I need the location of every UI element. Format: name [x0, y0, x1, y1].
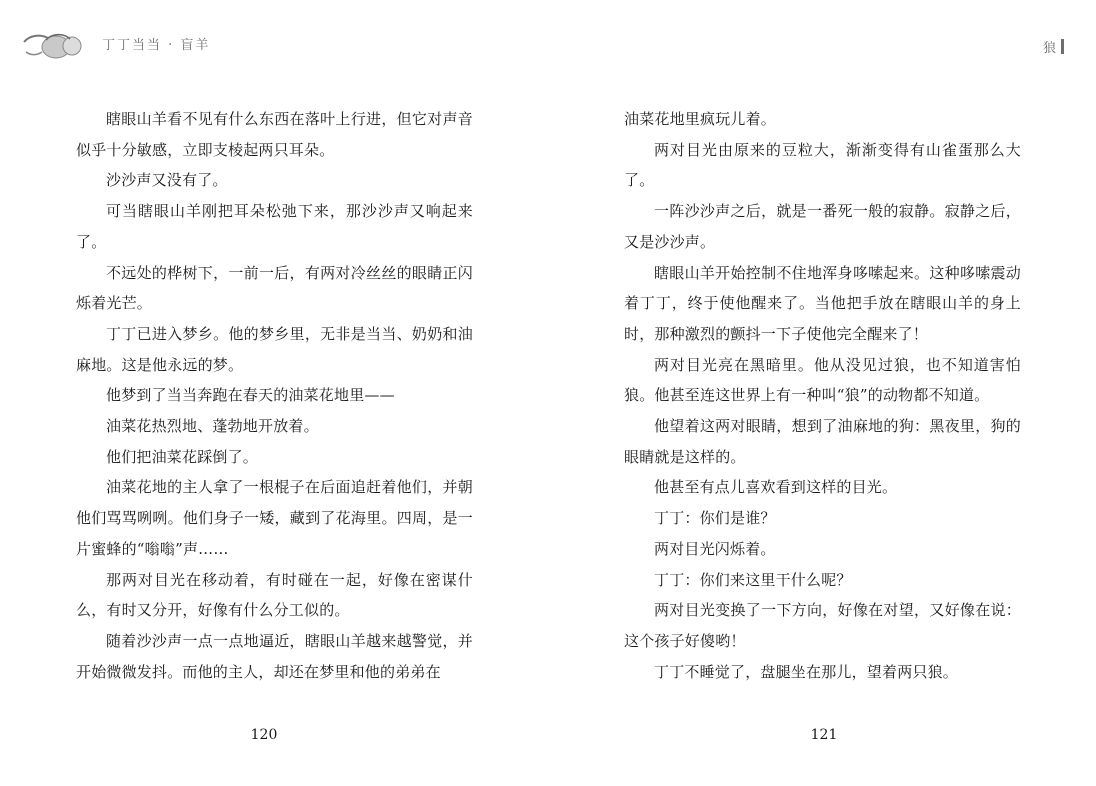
paragraph: 两对目光变换了一下方向，好像在对望，又好像在说：这个孩子好傻哟！	[624, 601, 1021, 650]
paragraph: 两对目光亮在黑暗里。他从没见过狼，也不知道害怕狼。他甚至连这世界上有一种叫“狼”的动物都不知道。	[624, 355, 1021, 405]
paragraph: 他梦到了当当奔跑在春天的油菜花地里——	[106, 386, 395, 405]
paragraph: 一阵沙沙声之后，就是一番死一般的寂静。寂静之后，又是沙沙声。	[624, 202, 1021, 251]
paragraph: 随着沙沙声一点一点地逼近，瞎眼山羊越来越警觉，并开始微微发抖。而他的主人，却还在梦里和他的弟弟在	[76, 631, 473, 681]
series-title: 丁丁当当 · 盲羊	[102, 38, 211, 53]
paragraph: 丁丁已进入梦乡。他的梦乡里，无非是当当、奶奶和油麻地。这是他永远的梦。	[76, 324, 473, 374]
paragraph: 瞎眼山羊看不见有什么东西在落叶上行进，但它对声音似乎十分敏感，立即支棱起两只耳朵。	[76, 110, 473, 159]
paragraph: 丁丁不睡觉了，盘腿坐在那儿，望着两只狼。	[654, 662, 959, 681]
chapter-bar	[1061, 39, 1064, 54]
gourd-logo-icon	[22, 28, 92, 64]
paragraph: 不远处的桦树下，一前一后，有两对冷丝丝的眼睛正闪烁着光芒。	[76, 263, 473, 313]
right-page-text	[624, 104, 1021, 687]
page-number-right: 121	[810, 727, 838, 743]
series-logo	[22, 28, 211, 64]
paragraph: 两对目光由原来的豆粒大，渐渐变得有山雀蛋那么大了。	[624, 140, 1021, 190]
left-page-text	[76, 104, 473, 687]
paragraph: 丁丁：你们是谁？	[654, 509, 776, 528]
paragraph: 他们把油菜花踩倒了。	[106, 447, 259, 466]
paragraph: 油菜花地的主人拿了一根棍子在后面追赶着他们，并朝他们骂骂咧咧。他们身子一矮，藏到了花海里。四周，是一片蜜蜂的“嗡嗡”声……	[76, 478, 473, 558]
page-number-left: 120	[250, 727, 278, 743]
paragraph: 那两对目光在移动着，有时碰在一起，好像在密谋什么，有时又分开，好像有什么分工似的。	[76, 570, 473, 620]
paragraph: 沙沙声又没有了。	[106, 171, 228, 190]
paragraph: 丁丁：你们来这里干什么呢？	[654, 570, 852, 589]
paragraph: 他甚至有点儿喜欢看到这样的目光。	[654, 478, 898, 497]
paragraph: 瞎眼山羊开始控制不住地浑身哆嗦起来。这种哆嗦震动着丁丁，终于使他醒来了。当他把手放在瞎眼山羊的身上时，那种激烈的颤抖一下子使他完全醒来了！	[624, 263, 1021, 343]
paragraph: 两对目光闪烁着。	[654, 539, 776, 558]
paragraph: 油菜花热烈地、蓬勃地开放着。	[106, 417, 319, 436]
chapter-header	[1043, 37, 1064, 56]
chapter-mark: 狼	[1042, 41, 1056, 56]
paragraph: 油菜花地里疯玩儿着。	[624, 110, 777, 128]
paragraph: 可当瞎眼山羊刚把耳朵松弛下来，那沙沙声又响起来了。	[76, 202, 473, 251]
paragraph: 他望着这两对眼睛，想到了油麻地的狗：黑夜里，狗的眼睛就是这样的。	[624, 417, 1021, 466]
